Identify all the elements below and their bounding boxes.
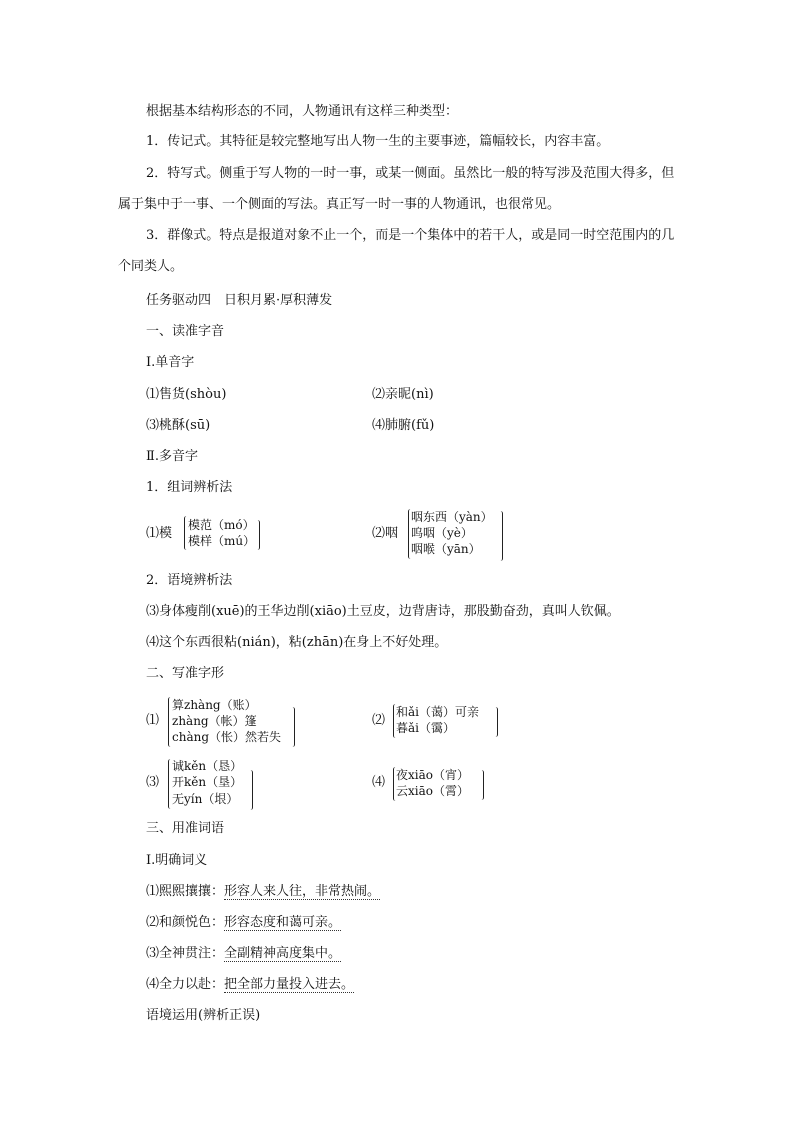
right-brace — [255, 520, 260, 550]
meaning-definition: 形容态度和蔼可亲。 — [224, 915, 342, 930]
meaning-item — [146, 914, 341, 932]
group-entry: 模样（mú） — [188, 534, 256, 548]
group-entry: zhàng（帐）篷 — [172, 714, 257, 728]
group-entry: 咽喉（yān） — [411, 542, 481, 556]
meaning-term: ⑴熙熙攘攘： — [146, 884, 225, 899]
group-entry: 咽东西（yàn） — [411, 510, 493, 524]
group-entry: 云xiāo（霄） — [396, 784, 469, 798]
meaning-item — [146, 976, 354, 994]
single-item: ⑵亲昵(nì) — [372, 387, 434, 402]
section-heading: 一、读准字音 — [146, 324, 225, 339]
group-entry: 诚kěn（恳） — [172, 759, 243, 773]
right-brace — [493, 707, 498, 737]
meaning-definition: 全副精神高度集中。 — [224, 946, 342, 961]
group-prefix: ⑶ — [146, 775, 160, 790]
right-brace — [248, 770, 253, 810]
context-item: ⑶身体瘦削(xuē)的王华边削(xiāo)土豆皮，边背唐诗，那股勤奋劲，真叫人钦佩。 — [146, 604, 620, 619]
section-heading: 三、用准词语 — [146, 821, 225, 836]
group-prefix: ⑴模 — [146, 526, 173, 541]
group-entry: 呜咽（yè） — [411, 526, 473, 540]
group-entry: 模范（mó） — [188, 518, 255, 532]
context-item: ⑷这个东西很粘(nián)，粘(zhān)在身上不好处理。 — [146, 635, 448, 650]
group-prefix: ⑷ — [372, 775, 386, 790]
usage-heading: 语境运用(辨析正误) — [146, 1008, 261, 1023]
group-entry: 暮ǎi（霭） — [396, 721, 455, 735]
meaning-item — [146, 883, 380, 901]
subsection-heading: Ⅱ.多音字 — [146, 449, 198, 464]
group-prefix: ⑵咽 — [372, 526, 399, 541]
meaning-term: ⑵和颜悦色： — [146, 915, 225, 930]
group-entry: 开kěn（垦） — [172, 775, 243, 789]
intro-text: 根据基本结构形态的不同，人物通讯有这样三种类型： — [146, 104, 459, 119]
meaning-term: ⑶全神贯注： — [146, 946, 225, 961]
meaning-definition: 形容人来人往，非常热闹。 — [224, 884, 381, 899]
method-heading: 1．组词辨析法 — [146, 480, 233, 495]
subsection-heading: Ⅰ.单音字 — [146, 355, 195, 370]
task-title: 任务驱动四 日积月累·厚积薄发 — [146, 293, 333, 308]
group-entry: 无yín（垠） — [172, 792, 239, 806]
group-entry: chàng（怅）然若失 — [172, 730, 282, 744]
meaning-term: ⑷全力以赴： — [146, 977, 225, 992]
group-prefix: ⑵ — [372, 713, 386, 728]
group-entry: 和ǎi（蔼）可亲 — [396, 705, 479, 719]
single-item: ⑷肺腑(fǔ) — [372, 418, 435, 433]
section-heading: 二、写准字形 — [146, 666, 225, 681]
meaning-definition: 把全部力量投入进去。 — [224, 977, 355, 992]
right-brace — [498, 511, 503, 561]
single-item: ⑴售货(shòu) — [146, 387, 227, 402]
right-brace — [290, 707, 295, 747]
right-brace — [479, 770, 484, 800]
group-entry: 算zhàng（账） — [172, 698, 257, 712]
type-item: 2．特写式。侧重于写人物的一时一事，或某一侧面。虽然比一般的特写涉及范围大得多，但属于集中于一事、一个侧面的写法。真正写一时一事的人物通讯，也很常见。 — [118, 166, 675, 212]
group-prefix: ⑴ — [146, 713, 160, 728]
method-heading: 2．语境辨析法 — [146, 573, 233, 588]
type-item: 3．群像式。特点是报道对象不止一个，而是一个集体中的若干人，或是同一时空范围内的几个同类人。 — [118, 228, 675, 274]
type-item: 1．传记式。其特征是较完整地写出人物一生的主要事迹，篇幅较长，内容丰富。 — [146, 134, 610, 149]
single-item: ⑶桃酥(sū) — [146, 418, 211, 433]
group-entry: 夜xiāo（宵） — [396, 768, 469, 782]
subsection-heading: Ⅰ.明确词义 — [146, 853, 208, 868]
meaning-item — [146, 945, 341, 963]
